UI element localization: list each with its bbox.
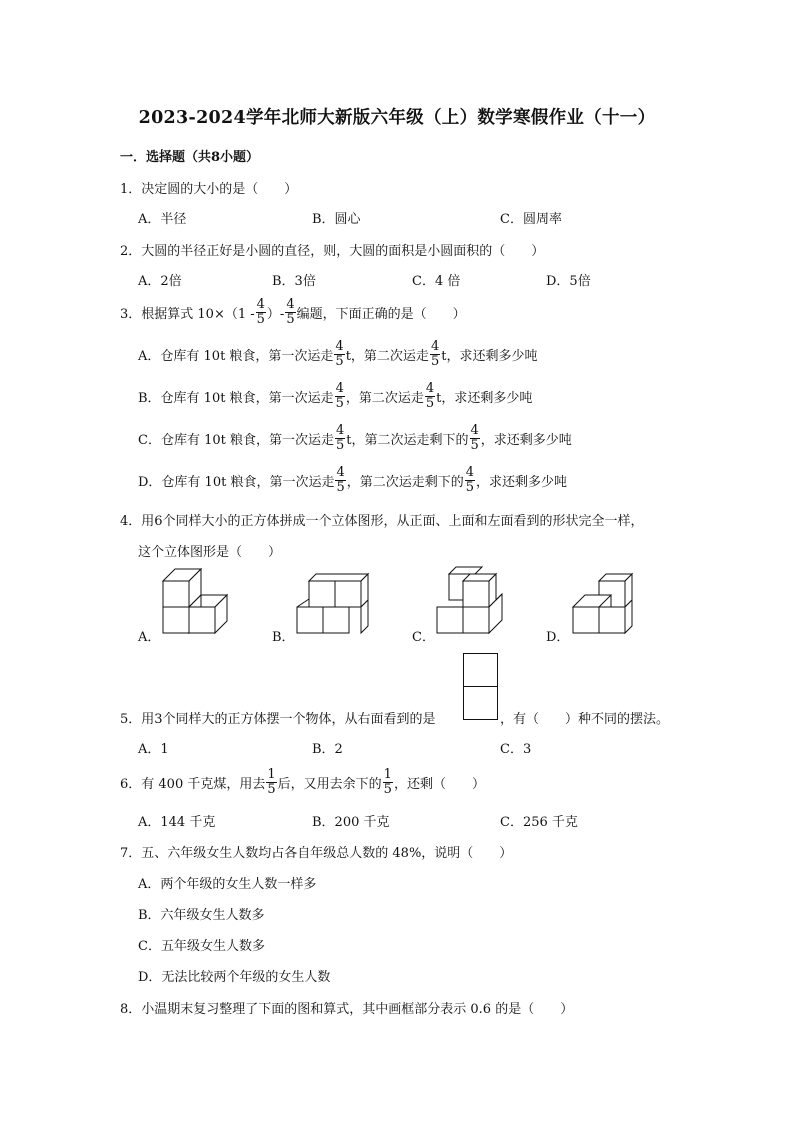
q2-option-d: D．5倍 [546, 274, 591, 289]
q1-stem: 1．决定圆的大小的是（ ） [120, 182, 298, 197]
q3-stem-pre: 3．根据算式 10×（1 - [120, 307, 255, 322]
q3-stem-post: 编题，下面正确的是（ ） [296, 307, 466, 322]
q6-stem: 6．有 400 千克煤，用去 $\frac{1}{5}$ 后，又用去余下的 $\frac{1}{5}$ ，还剩（ ） [120, 767, 485, 797]
q6-option-a: A．144 千克 [138, 815, 216, 830]
q5-stem-pre: 5．用3个同样大的正方体摆一个物体，从右面看到的是 [120, 712, 436, 727]
cube-figure-b [294, 566, 374, 640]
cube-figure-c [434, 566, 514, 640]
q3-option-a: A．仓库有 10t 粮食，第一次运走 $\frac{4}{5}$ t，第二次运走 $\frac{4}{5}$ t，求还剩多少吨 [138, 339, 538, 369]
fraction-4-5: $\frac{4}{5}$ [430, 339, 440, 369]
q4-option-a: A． [138, 630, 161, 645]
q5-option-a: A．1 [138, 742, 169, 757]
fraction-4-5: $\frac{4}{5}$ [425, 381, 435, 411]
q4-option-c: C． [412, 630, 435, 645]
cube-figure-d [570, 566, 650, 640]
q2-stem: 2．大圆的半径正好是小圆的直径，则，大圆的面积是小圆面积的（ ） [120, 244, 545, 259]
q1-option-b: B．圆心 [312, 212, 361, 227]
fraction-1-5: $\frac{1}{5}$ [383, 767, 392, 797]
fraction-4-5: $\frac{4}{5}$ [336, 465, 345, 495]
q6-option-b: B．200 千克 [312, 815, 390, 830]
right-view-top-square [463, 653, 498, 687]
q4-stem-line2: 这个立体图形是（ ） [138, 545, 282, 560]
q4-option-b: B． [272, 630, 295, 645]
fraction-4-5: $\frac{4}{5}$ [335, 423, 345, 453]
q4-option-d: D． [546, 630, 570, 645]
q3-option-b: B．仓库有 10t 粮食，第一次运走 $\frac{4}{5}$ ，第二次运走 $\frac{4}{5}$ t，求还剩多少吨 [138, 381, 533, 411]
q7-option-d: D．无法比较两个年级的女生人数 [138, 970, 331, 985]
q8-stem: 8．小温期末复习整理了下面的图和算式，其中画框部分表示 0.6 的是（ ） [120, 1002, 574, 1017]
q2-option-b: B．3倍 [272, 274, 316, 289]
fraction-4-5: $\frac{4}{5}$ [256, 297, 265, 327]
q3-option-d: D．仓库有 10t 粮食，第一次运走 $\frac{4}{5}$ ，第二次运走剩下的 $\frac{4}{5}$ ，求还剩多少吨 [138, 465, 568, 495]
q3-option-c: C．仓库有 10t 粮食，第一次运走 $\frac{4}{5}$ t，第二次运走剩下的 $\frac{4}{5}$ ，求还剩多少吨 [138, 423, 572, 453]
fraction-4-5: $\frac{4}{5}$ [335, 339, 344, 369]
q2-option-c: C．4 倍 [412, 274, 461, 289]
q1-option-c: C．圆周率 [500, 212, 562, 227]
q7-stem: 7．五、六年级女生人数均占各自年级总人数的 48%，说明（ ） [120, 846, 513, 861]
fraction-4-5: $\frac{4}{5}$ [335, 381, 344, 411]
fraction-4-5: $\frac{4}{5}$ [465, 465, 475, 495]
fraction-1-5: $\frac{1}{5}$ [267, 767, 276, 797]
fraction-4-5: $\frac{4}{5}$ [286, 297, 295, 327]
q7-option-a: A．两个年级的女生人数一样多 [138, 877, 317, 892]
right-view-bottom-square [463, 686, 498, 720]
q4-stem-line1: 4．用6个同样大小的正方体拼成一个立体图形，从正面、上面和左面看到的形状完全一样， [120, 514, 644, 529]
q3-stem [120, 298, 466, 327]
q5-option-b: B．2 [312, 742, 343, 757]
q3-stem-mid: ）- [266, 307, 285, 322]
fraction-4-5: $\frac{4}{5}$ [470, 423, 479, 453]
q5-stem-post: ，有（ ）种不同的摆法。 [500, 712, 670, 727]
q5-option-c: C．3 [500, 742, 532, 757]
q1-option-a: A．半径 [138, 212, 187, 227]
page-title: 2023-2024学年北师大新版六年级（上）数学寒假作业（十一） [138, 108, 656, 128]
q7-option-c: C．五年级女生人数多 [138, 939, 265, 954]
cube-figure-a [160, 566, 240, 640]
q7-option-b: B．六年级女生人数多 [138, 908, 265, 923]
section-heading: 一．选择题（共8小题） [120, 150, 260, 165]
q6-option-c: C．256 千克 [500, 815, 578, 830]
q2-option-a: A．2倍 [138, 274, 182, 289]
